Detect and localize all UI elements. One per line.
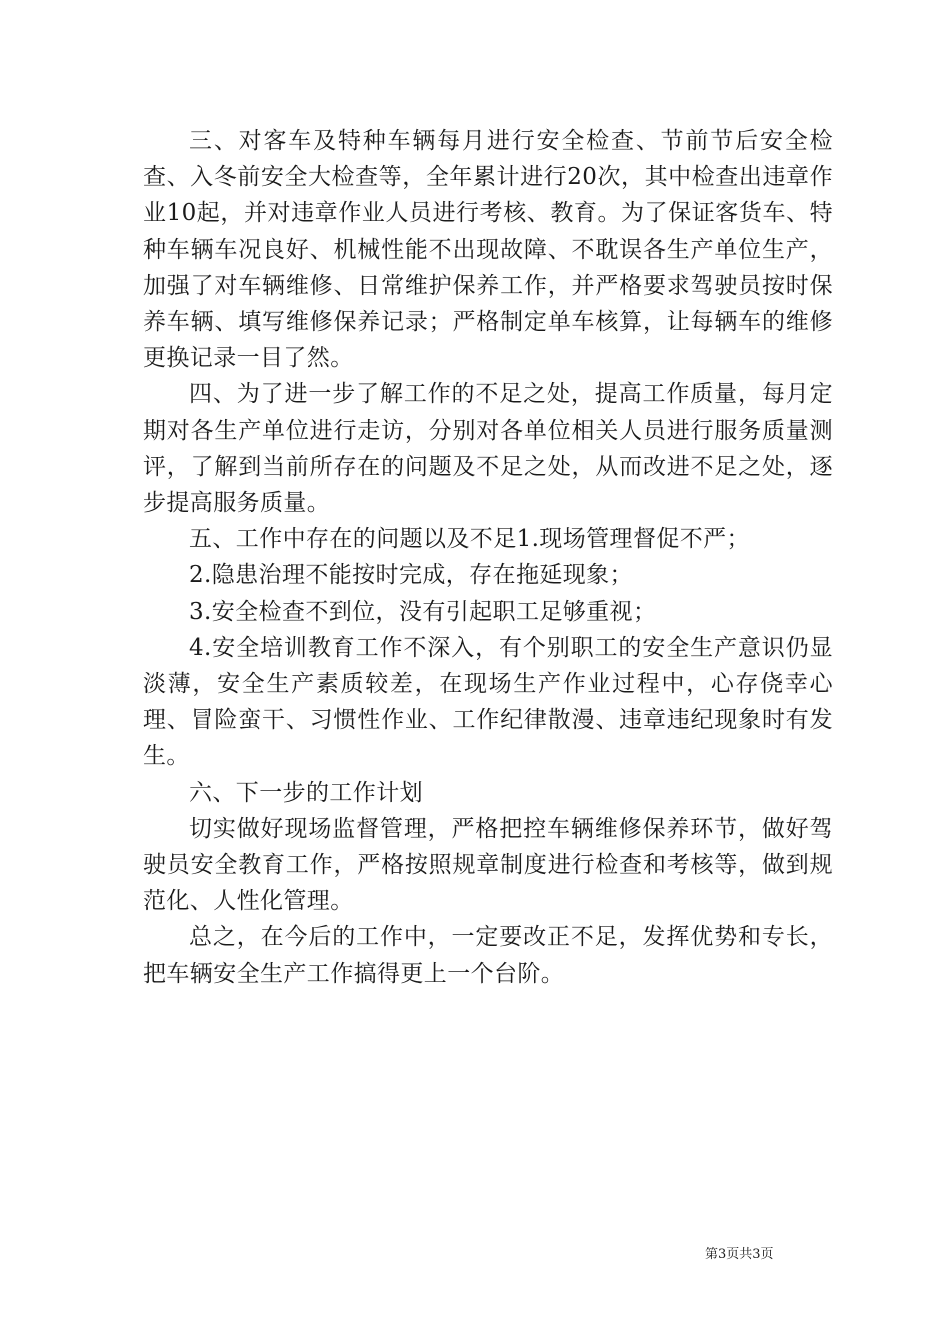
paragraph-problems-heading: 五、工作中存在的问题以及不足1.现场管理督促不严； bbox=[189, 526, 750, 553]
document-body bbox=[143, 123, 833, 992]
paragraph-vehicle-inspection: 三、对客车及特种车辆每月进行安全检查、节前节后安全检查、入冬前安全大检查等，全年累计进行20次，其中检查出违章作业10起，并对违章作业人员进行考核、教育。为了保证客货车、特种车辆车况良好、机械性能不出现故障、不耽误各生产单位生产，加强了对车辆维修、日常维护保养工作，并严格要求驾驶员按时保养车辆、填写维修保养记录；严格制定单车核算，让每辆车的维修更换记录一目了然。 bbox=[143, 128, 833, 372]
paragraph-problem-3: 3.安全检查不到位，没有引起职工足够重视； bbox=[189, 598, 657, 625]
page-number-footer bbox=[705, 1246, 774, 1264]
paragraph-problem-4: 4.安全培训教育工作不深入，有个别职工的安全生产意识仍显淡薄，安全生产素质较差，在现场生产作业过程中，心存侥幸心理、冒险蛮干、习惯性作业、工作纪律散漫、违章违纪现象时有发生。 bbox=[143, 634, 833, 770]
paragraph-plan-heading: 六、下一步的工作计划 bbox=[189, 779, 423, 806]
paragraph-plan-body: 切实做好现场监督管理，严格把控车辆维修保养环节，做好驾驶员安全教育工作，严格按照规章制度进行检查和考核等，做到规范化、人性化管理。 bbox=[143, 815, 833, 915]
paragraph-conclusion: 总之，在今后的工作中，一定要改正不足，发挥优势和专长，把车辆安全生产工作搞得更上一个台阶。 bbox=[143, 924, 833, 987]
page-number-label: 第3页共3页 bbox=[705, 1247, 774, 1262]
paragraph-service-visits: 四、为了进一步了解工作的不足之处，提高工作质量，每月定期对各生产单位进行走访，分别对各单位相关人员进行服务质量测评，了解到当前所存在的问题及不足之处，从而改进不足之处，逐步提高服务质量。 bbox=[143, 381, 833, 517]
paragraph-problem-2: 2.隐患治理不能按时完成，存在拖延现象； bbox=[189, 562, 633, 589]
